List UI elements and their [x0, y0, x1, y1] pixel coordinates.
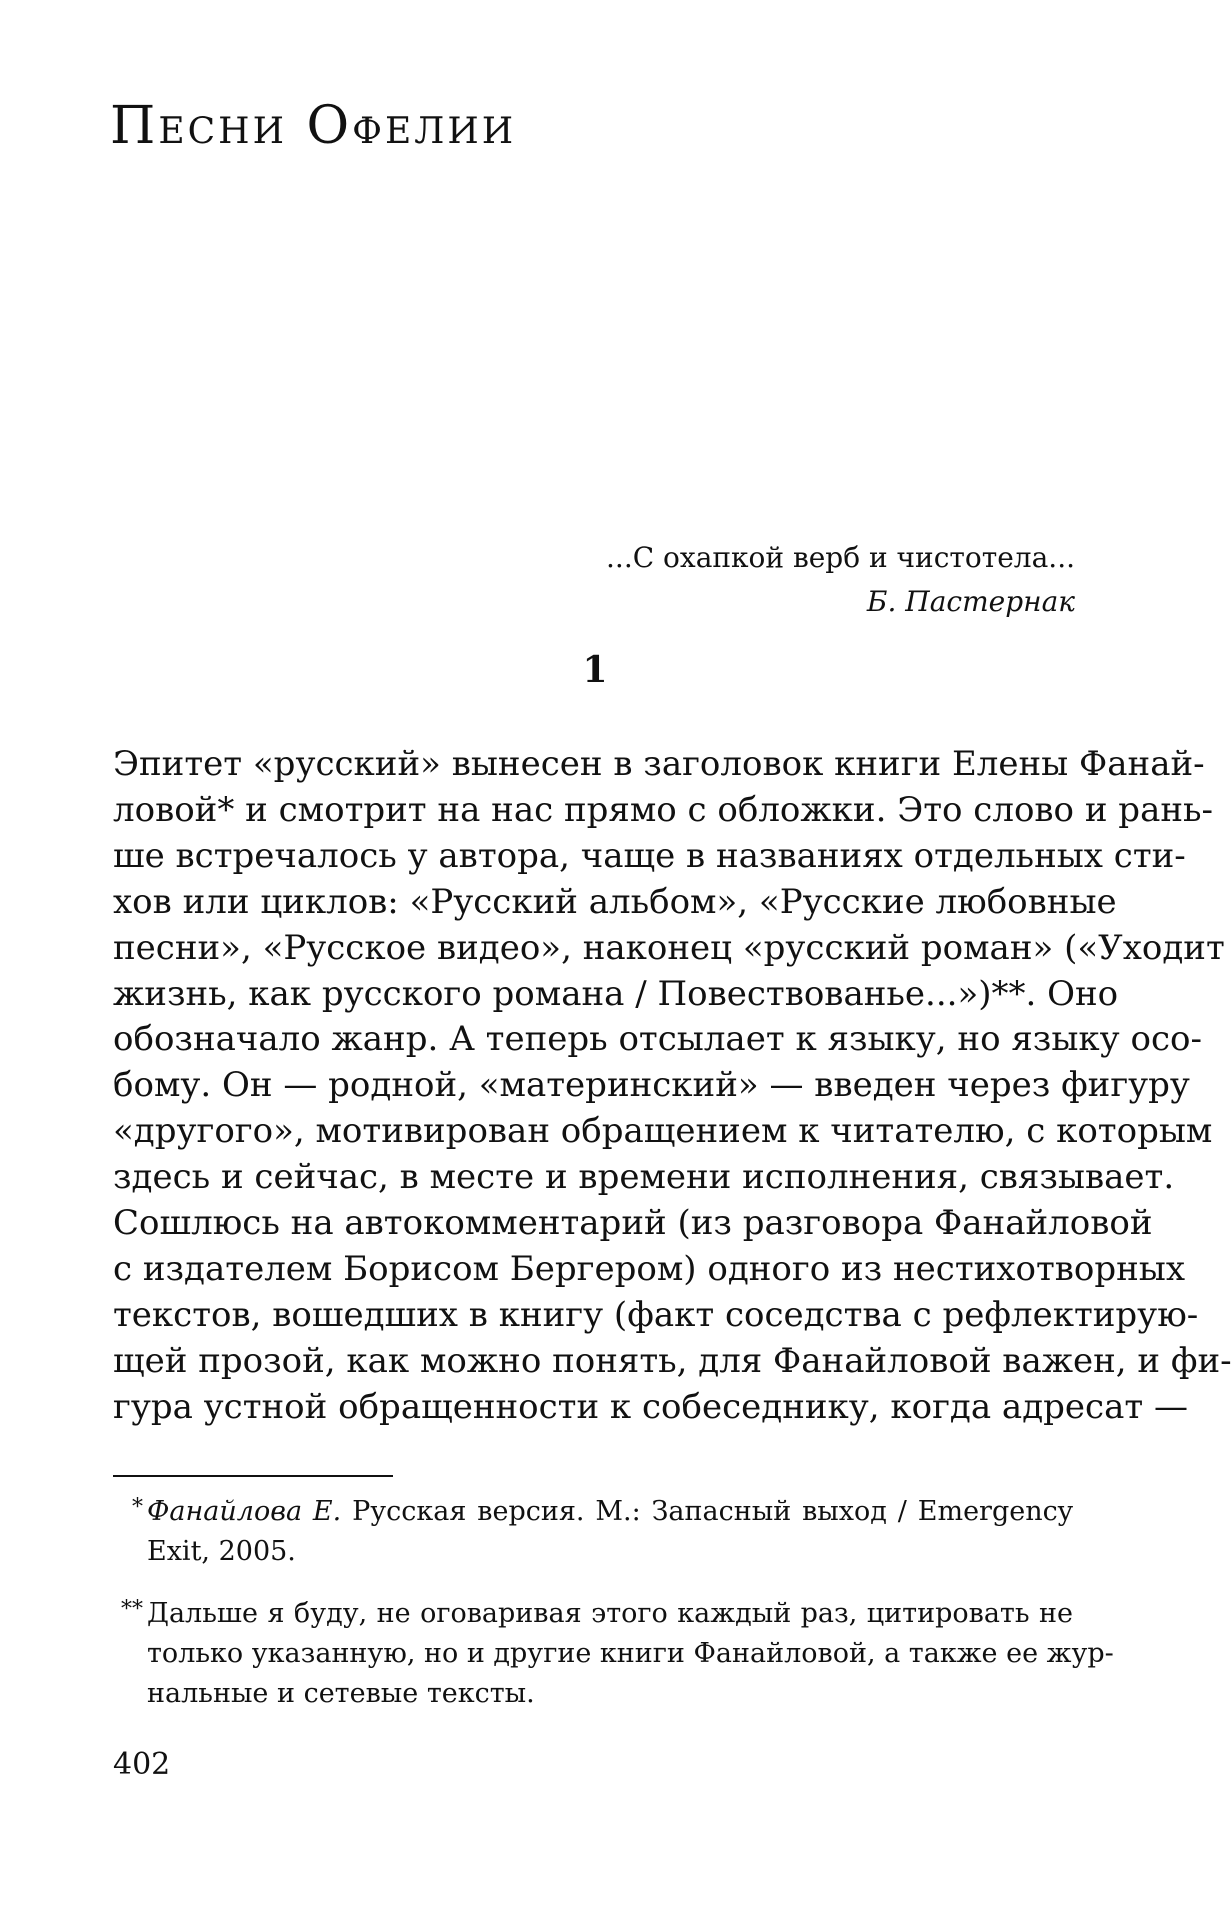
body-line: гура устной обращенности к собеседнику, когда адресат — [113, 1386, 1188, 1427]
body-line: ловой* и смотрит на нас прямо с обложки. Это слово и рань- [113, 789, 1214, 830]
body-line: щей прозой, как можно понять, для Фанайловой важен, и фи- [113, 1340, 1232, 1381]
epigraph-author: Б. Пастернак [866, 585, 1075, 618]
footnote-line: Exit, 2005. [147, 1536, 296, 1567]
chapter-title: Песни Офелии [110, 96, 517, 156]
body-line: с издателем Борисом Бергером) одного из нестихотворных [113, 1248, 1186, 1289]
footnote-line: только указанную, но и другие книги Фанайловой, а также ее жур- [147, 1638, 1114, 1669]
epigraph [606, 536, 1075, 624]
section-number: 1 [582, 649, 608, 691]
epigraph-quote: ...С охапкой верб и чистотела... [606, 541, 1075, 574]
body-line: «другого», мотивирован обращением к читателю, с которым [113, 1111, 1213, 1152]
body-line: обозначало жанр. А теперь отсылает к языку, но языку осо- [113, 1019, 1202, 1060]
footnote-text: Русская версия. М.: Запасный выход / Emergency [352, 1496, 1073, 1527]
body-line: ше встречалось у автора, чаще в названиях отдельных сти- [113, 835, 1186, 876]
body-line: Сошлюсь на автокомментарий (из разговора Фанайловой [113, 1203, 1153, 1244]
footnote-line [147, 1492, 1073, 1532]
footnotes [113, 1492, 1114, 1736]
body-line: Эпитет «русский» вынесен в заголовок книги Елены Фанай- [113, 744, 1205, 784]
body-line: здесь и сейчас, в месте и времени исполнения, связывает. [113, 1157, 1175, 1198]
page-number: 402 [113, 1747, 171, 1782]
body-text [113, 742, 1232, 1431]
body-line: жизнь, как русского романа / Повествованье...»)**. Оно [113, 973, 1119, 1014]
footnote-author: Фанайлова Е. [147, 1496, 342, 1527]
footnote-divider [113, 1475, 393, 1477]
footnote-1 [113, 1492, 1073, 1572]
body-line: текстов, вошедших в книгу (факт соседства с рефлектирую- [113, 1294, 1199, 1335]
body-line: бому. Он — родной, «материнский» — введен через фигуру [113, 1065, 1190, 1106]
footnote-marker: ** [121, 1597, 143, 1622]
body-line: хов или циклов: «Русский альбом», «Русские любовные [113, 881, 1117, 922]
footnote-2 [113, 1594, 1114, 1714]
footnote-line: Дальше я буду, не оговаривая этого каждый раз, цитировать не [147, 1598, 1073, 1629]
footnote-line: нальные и сетевые тексты. [147, 1678, 535, 1709]
footnote-marker: * [132, 1495, 143, 1520]
body-line: песни», «Русское видео», наконец «русский роман» («Уходит [113, 927, 1225, 968]
